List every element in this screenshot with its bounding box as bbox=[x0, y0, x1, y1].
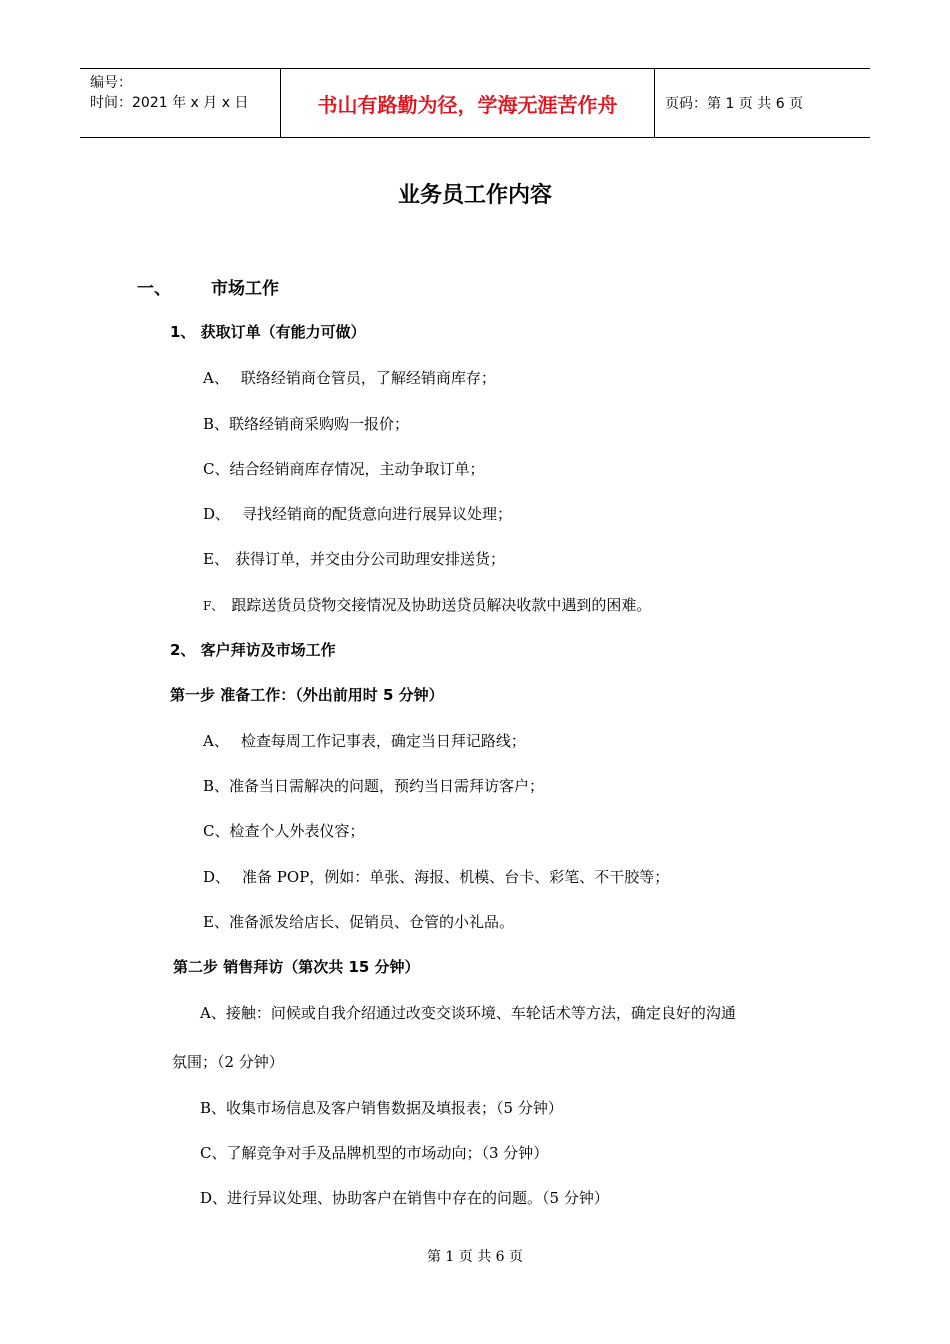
document-number: 编号： bbox=[90, 75, 132, 91]
list-item: F、 跟踪送货员贷物交接情况及协助送贷员解决收款中遇到的困难。 bbox=[203, 596, 652, 614]
section-title: 市场工作 bbox=[211, 279, 279, 299]
document-title: 业务员工作内容 bbox=[397, 183, 552, 208]
step-heading-1: 第一步 准备工作：（外出前用时 5 分钟） bbox=[170, 686, 444, 704]
header-page-number: 页码：第 1 页 共 6 页 bbox=[665, 96, 804, 112]
list-item-continuation: 氛围；（2 分钟） bbox=[172, 1053, 284, 1071]
list-item: B、收集市场信息及客户销售数据及填报表；（5 分钟） bbox=[200, 1099, 563, 1117]
list-item: E、 获得订单，并交由分公司助理安排送货； bbox=[203, 550, 505, 568]
list-item: D、 准备 POP，例如：单张、海报、机模、台卡、彩笔、不干胶等； bbox=[203, 868, 670, 886]
list-item: E、准备派发给店长、促销员、仓管的小礼品。 bbox=[203, 913, 514, 931]
subsection-heading-1: 1、 获取订单（有能力可做） bbox=[170, 323, 366, 341]
document-header bbox=[80, 68, 870, 138]
header-motto: 书山有路勤为径，学海无涯苦作舟 bbox=[281, 69, 655, 137]
header-meta bbox=[80, 69, 281, 137]
document-time: 时间：2021 年 x 月 x 日 bbox=[90, 95, 249, 111]
list-item: C、了解竞争对手及品牌机型的市场动向；（3 分钟） bbox=[200, 1144, 549, 1162]
section-number: 一、 bbox=[137, 279, 171, 299]
list-item: B、联络经销商采购购一报价； bbox=[203, 415, 410, 433]
list-item: A、 联络经销商仓管员，了解经销商库存； bbox=[203, 369, 496, 387]
section-heading bbox=[137, 274, 279, 299]
list-item: D、进行异议处理、协助客户在销售中存在的问题。（5 分钟） bbox=[200, 1189, 609, 1207]
list-item: A、接触：问候或自我介绍通过改变交谈环境、车轮话术等方法，确定良好的沟通 bbox=[200, 1004, 736, 1022]
list-item: D、 寻找经销商的配货意向进行展异议处理； bbox=[203, 505, 513, 523]
step-heading-2: 第二步 销售拜访（第次共 15 分钟） bbox=[173, 958, 420, 976]
subsection-heading-2: 2、 客户拜访及市场工作 bbox=[170, 641, 336, 659]
list-item: C、结合经销商库存情况，主动争取订单； bbox=[203, 460, 485, 478]
page-footer: 第 1 页 共 6 页 bbox=[426, 1249, 524, 1265]
list-item: B、准备当日需解决的问题，预约当日需拜访客户； bbox=[203, 777, 545, 795]
list-item: A、 检查每周工作记事表，确定当日拜记路线； bbox=[203, 732, 526, 750]
list-item: C、检查个人外表仪容； bbox=[203, 822, 365, 840]
